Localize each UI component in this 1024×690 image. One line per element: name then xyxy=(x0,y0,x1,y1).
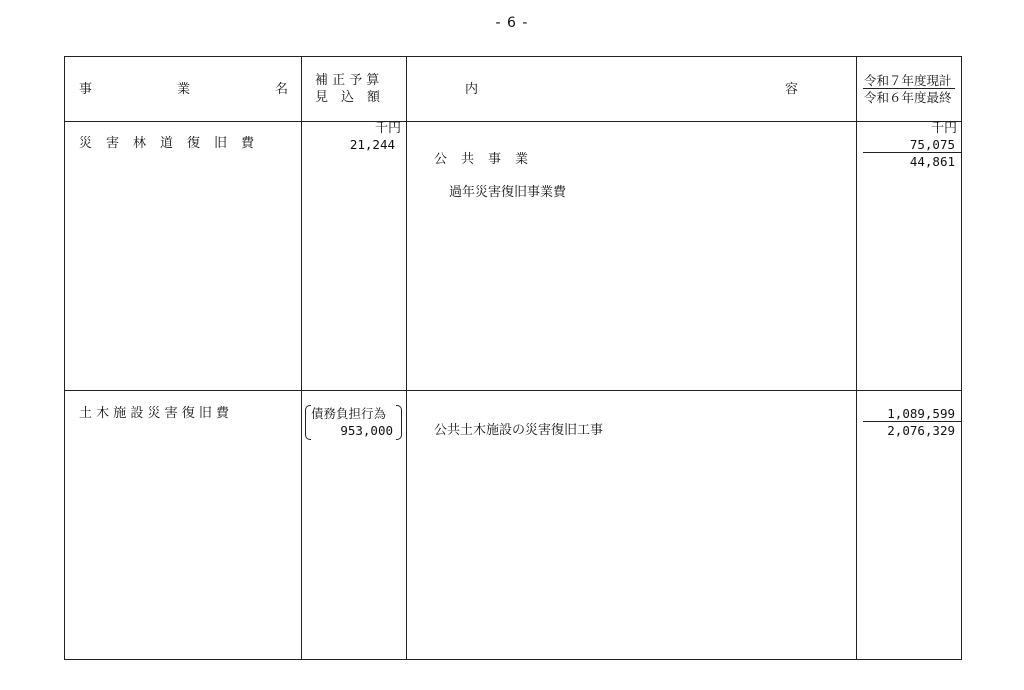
header-estimated-amount: 見 込 額 xyxy=(315,90,381,105)
row-1-current: 75,075 xyxy=(909,137,955,152)
row-2-previous: 2,076,329 xyxy=(887,423,955,438)
row-divider xyxy=(65,390,961,391)
row-1-content-item: 過年災害復旧事業費 xyxy=(449,185,567,200)
header-previous-year: 令和６年度最終 xyxy=(864,90,952,105)
header-supplementary-budget: 補 正 予 算 xyxy=(315,73,380,88)
row-1-content-category: 公 共 事 業 xyxy=(434,152,529,167)
header-fraction-line xyxy=(863,88,955,89)
column-divider xyxy=(406,57,407,659)
debt-bracket-right xyxy=(396,405,402,440)
budget-table xyxy=(64,56,962,660)
header-current-year: 令和７年度現計 xyxy=(864,73,952,88)
header-content-left: 内 xyxy=(465,82,479,97)
header-business: 事 xyxy=(79,82,93,97)
header-content-right: 容 xyxy=(785,82,799,97)
header-business: 業 xyxy=(177,82,191,97)
row-2-name: 土 木 施 設 災 害 復 旧 費 xyxy=(79,406,230,421)
row-1-fraction-line xyxy=(863,152,961,153)
header-divider xyxy=(65,121,961,122)
column-divider xyxy=(856,57,857,659)
row-1-unit: 千円 xyxy=(374,121,401,136)
row-1-previous: 44,861 xyxy=(909,154,955,169)
row-1-name: 災 害 林 道 復 旧 費 xyxy=(79,136,255,151)
row-2-debt-amount: 953,000 xyxy=(340,423,393,438)
row-1-amount: 21,244 xyxy=(349,137,395,152)
row-1-right-unit: 千円 xyxy=(930,121,957,136)
header-name: 名 xyxy=(275,82,289,97)
row-2-debt-label: 債務負担行為 xyxy=(311,406,387,421)
row-2-fraction-line xyxy=(863,421,961,422)
row-2-content: 公共土木施設の災害復旧工事 xyxy=(434,423,604,438)
column-divider xyxy=(301,57,302,659)
page-number: - 6 - xyxy=(495,15,529,31)
row-2-current: 1,089,599 xyxy=(887,406,955,421)
